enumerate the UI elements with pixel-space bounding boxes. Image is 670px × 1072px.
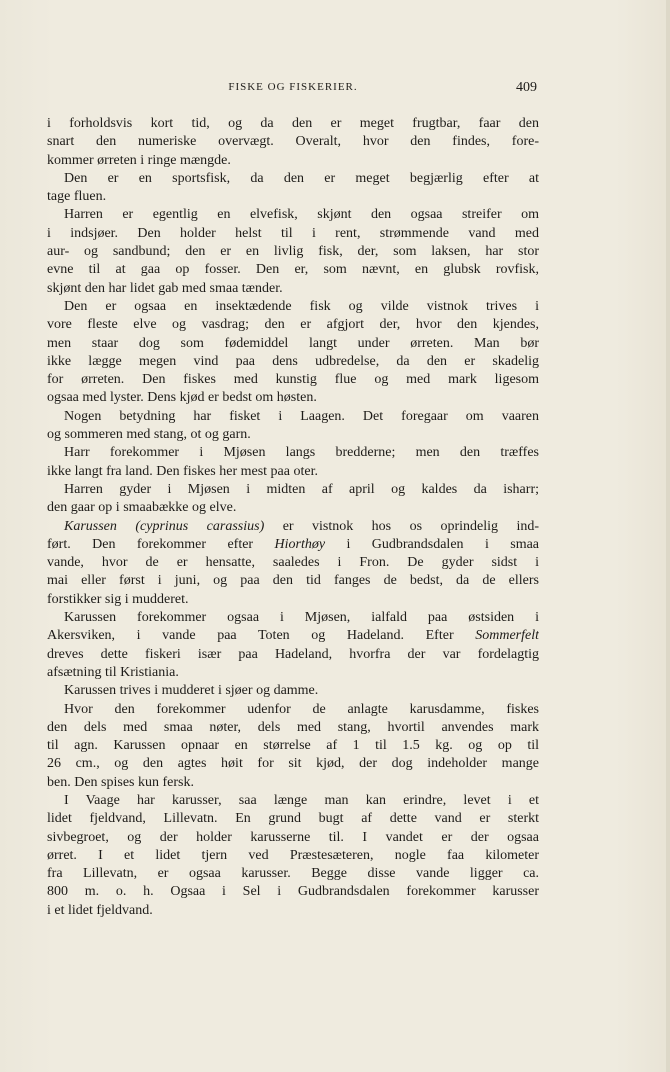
text-line: men staar dog som fødemiddel langt under ørreten. Man bør xyxy=(47,335,539,351)
text-line: lidet fjeldvand, Lillevatn. En grund bugt af dette vand er sterkt xyxy=(47,811,539,827)
text-line: Karussen forekommer ogsaa i Mjøsen, ialfald paa østsiden i xyxy=(64,610,539,626)
text-line: sivbegroet, og der holder karusserne til. I vandet er der ogsaa xyxy=(47,829,539,845)
text-line: Harren er egentlig en elvefisk, skjønt den ogsaa streifer om xyxy=(64,207,539,223)
text-line: ben. Den spises kun fersk. xyxy=(47,774,194,790)
text-line: mai eller først i juni, og paa den tid fanges de bedst, da de ellers xyxy=(47,573,539,589)
text-line: forstikker sig i mudderet. xyxy=(47,591,189,607)
text-line: den gaar op i smaabække og elve. xyxy=(47,500,237,516)
text-line: Nogen betydning har fisket i Laagen. Det foregaar om vaaren xyxy=(64,408,539,424)
text-line: ørret. I et lidet tjern ved Præstesæteren, nogle faa kilometer xyxy=(47,847,539,863)
page-edge xyxy=(666,0,670,1072)
text-line: den dels med smaa nøter, dels med stang, hvortil anvendes mark xyxy=(47,719,539,735)
text-line: vande, hvor de er hensatte, saaledes i Fron. De gyder sidst i xyxy=(47,555,539,571)
text-line: tage fluen. xyxy=(47,189,107,205)
text-line: i indsjøer. Den holder helst til i rent, strømmende vand med xyxy=(47,225,539,241)
text-line: i forholdsvis kort tid, og da den er meget frugtbar, faar den xyxy=(47,116,539,131)
text-line: snart den numeriske overvægt. Overalt, hvor den findes, fore- xyxy=(47,134,539,150)
text-line: afsætning til Kristiania. xyxy=(47,664,179,680)
text-line: i et lidet fjeldvand. xyxy=(47,902,153,918)
text-line: fra Lillevatn, er ogsaa karusser. Begge disse vande ligger ca. xyxy=(47,866,539,882)
text-line: ført. Den forekommer efter Hiorthøy i Gudbrandsdalen i smaa xyxy=(47,536,539,552)
text-line: skjønt den har lidet gab med smaa tænder. xyxy=(47,280,283,296)
text-line: Den er ogsaa en insektædende fisk og vilde vistnok trives i xyxy=(64,298,539,314)
text-line: Karussen (cyprinus carassius) er vistnok hos os oprindelig ind- xyxy=(64,518,539,534)
text-line: ikke langt fra land. Den fiskes her mest paa oter. xyxy=(47,463,318,479)
italic-term: (cyprinus carassius) xyxy=(135,518,265,534)
text-line: Karussen trives i mudderet i sjøer og damme. xyxy=(64,683,319,699)
text-line: ogsaa med lyster. Dens kjød er bedst om høsten. xyxy=(47,390,317,406)
text-line: 26 cm., og den agtes høit for sit kjød, der dog indeholder mange xyxy=(47,756,539,772)
text-line: til agn. Karussen opnaar en størrelse af 1 til 1.5 kg. og op til xyxy=(47,738,539,754)
text-line: evne til at gaa op fosser. Den er, som nævnt, en glubsk rovfisk, xyxy=(47,262,539,278)
body-text xyxy=(47,115,539,920)
text-line: ikke lægge megen vind paa dens udbredelse, da den er skadelig xyxy=(47,353,539,369)
text-line: Harr forekommer i Mjøsen langs bredderne; men den træffes xyxy=(64,445,539,461)
running-title: FISKE OG FISKERIER. xyxy=(228,81,358,93)
text-line: 800 m. o. h. Ogsaa i Sel i Gudbrandsdalen forekommer karusser xyxy=(47,884,539,900)
text-line: vore fleste elve og vasdrag; den er afgjort der, hvor den kjendes, xyxy=(47,317,539,333)
text-line: dreves dette fiskeri især paa Hadeland, hvorfra der var fordelagtig xyxy=(47,646,539,662)
text-line: for ørreten. Den fiskes med kunstig flue og med mark ligesom xyxy=(47,372,539,388)
text-line: Den er en sportsfisk, da den er meget begjærlig efter at xyxy=(64,170,539,186)
text-line: I Vaage har karusser, saa længe man kan erindre, levet i et xyxy=(64,792,539,808)
text-line: aur- og sandbund; den er en livlig fisk, der, som laksen, har stor xyxy=(47,244,539,260)
italic-term: Sommerfelt xyxy=(475,628,539,644)
text-line: kommer ørreten i ringe mængde. xyxy=(47,152,231,168)
italic-term: Hiorthøy xyxy=(274,536,326,552)
page-number: 409 xyxy=(516,80,537,95)
text-line: og sommeren med stang, ot og garn. xyxy=(47,427,251,443)
page-header xyxy=(47,80,539,96)
italic-term: Karussen xyxy=(64,518,117,534)
text-line: Akersviken, i vande paa Toten og Hadeland. Efter Sommerfelt xyxy=(47,628,539,644)
text-line: Hvor den forekommer udenfor de anlagte karusdamme, fiskes xyxy=(64,701,539,717)
text-line: Harren gyder i Mjøsen i midten af april og kaldes da isharr; xyxy=(64,481,539,497)
